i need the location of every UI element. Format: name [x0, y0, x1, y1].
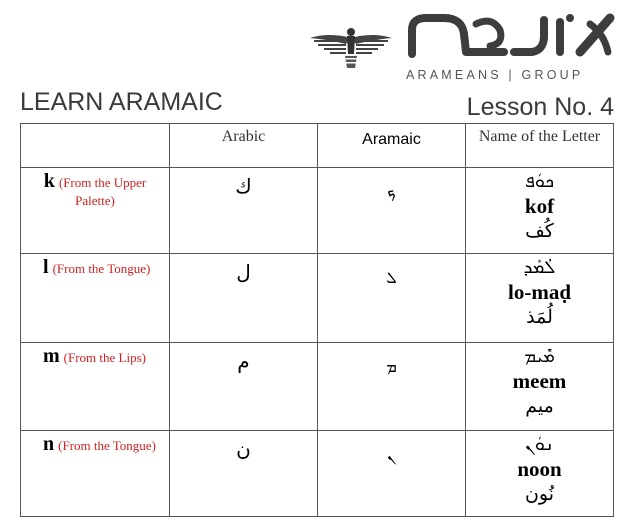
sound-letter: l — [43, 256, 49, 278]
letter-name-cell — [466, 431, 614, 517]
arabic-letter: ن — [170, 431, 318, 517]
sound-cell — [21, 254, 170, 343]
aramaic-letter: ܠ — [318, 254, 466, 343]
sound-letter: m — [43, 345, 60, 367]
letter-name-latin: lo-maḍ — [508, 280, 571, 304]
letter-name-arabic: لُمَذ — [526, 306, 553, 328]
column-header-aramaic: Aramaic — [318, 124, 466, 168]
group-name: ARAMEANS | GROUP — [406, 68, 584, 82]
table-row — [21, 254, 614, 343]
table-row — [21, 168, 614, 254]
letter-name-syriac: ܠܳܡܰܕ — [523, 257, 556, 278]
letter-name-cell — [466, 343, 614, 431]
sound-note: (From the Upper Palette) — [58, 175, 147, 208]
page-title: LEARN ARAMAIC — [20, 88, 223, 116]
letter-name-cell — [466, 254, 614, 343]
letters-table — [20, 123, 614, 517]
sound-note: (From the Tongue) — [58, 438, 156, 453]
letter-name-latin: kof — [524, 194, 555, 218]
sound-letter: k — [43, 170, 55, 192]
table-row — [21, 343, 614, 431]
letter-name-arabic: نُون — [524, 483, 555, 505]
letter-name-syriac: ܢܘܿܢ — [525, 434, 554, 455]
column-header-arabic: Arabic — [170, 124, 318, 168]
arameans-group-logo — [308, 10, 618, 80]
table-header-row — [21, 124, 614, 168]
sound-note: (From the Lips) — [63, 350, 146, 365]
sound-cell — [21, 168, 170, 254]
sound-note: (From the Tongue) — [52, 261, 151, 276]
lesson-number: Lesson No. 4 — [466, 93, 614, 121]
letter-name-arabic: ميم — [525, 395, 554, 417]
letter-name-cell — [466, 168, 614, 254]
winged-sun-icon — [308, 24, 394, 72]
aramaic-letter: ܡ — [318, 343, 466, 431]
arabic-letter: م — [170, 343, 318, 431]
arabic-letter: ل — [170, 254, 318, 343]
column-header-name: Name of the Letter — [466, 124, 614, 168]
letter-name-syriac: ܡܺܝܡ — [524, 346, 555, 367]
arabic-letter: ك — [170, 168, 318, 254]
sound-cell — [21, 343, 170, 431]
aramaic-letter: ܢ — [318, 431, 466, 517]
column-header-sound — [21, 124, 170, 168]
letter-name-syriac: ܟܘܿܦ — [525, 171, 554, 192]
letter-name-latin: meem — [512, 369, 567, 393]
table-row — [21, 431, 614, 517]
letter-name-arabic: كُف — [525, 220, 554, 242]
letter-name-latin: noon — [517, 457, 562, 481]
aramaic-script-logo — [404, 10, 616, 60]
sound-cell — [21, 431, 170, 517]
sound-letter: n — [43, 433, 55, 455]
aramaic-letter: ܟ — [318, 168, 466, 254]
